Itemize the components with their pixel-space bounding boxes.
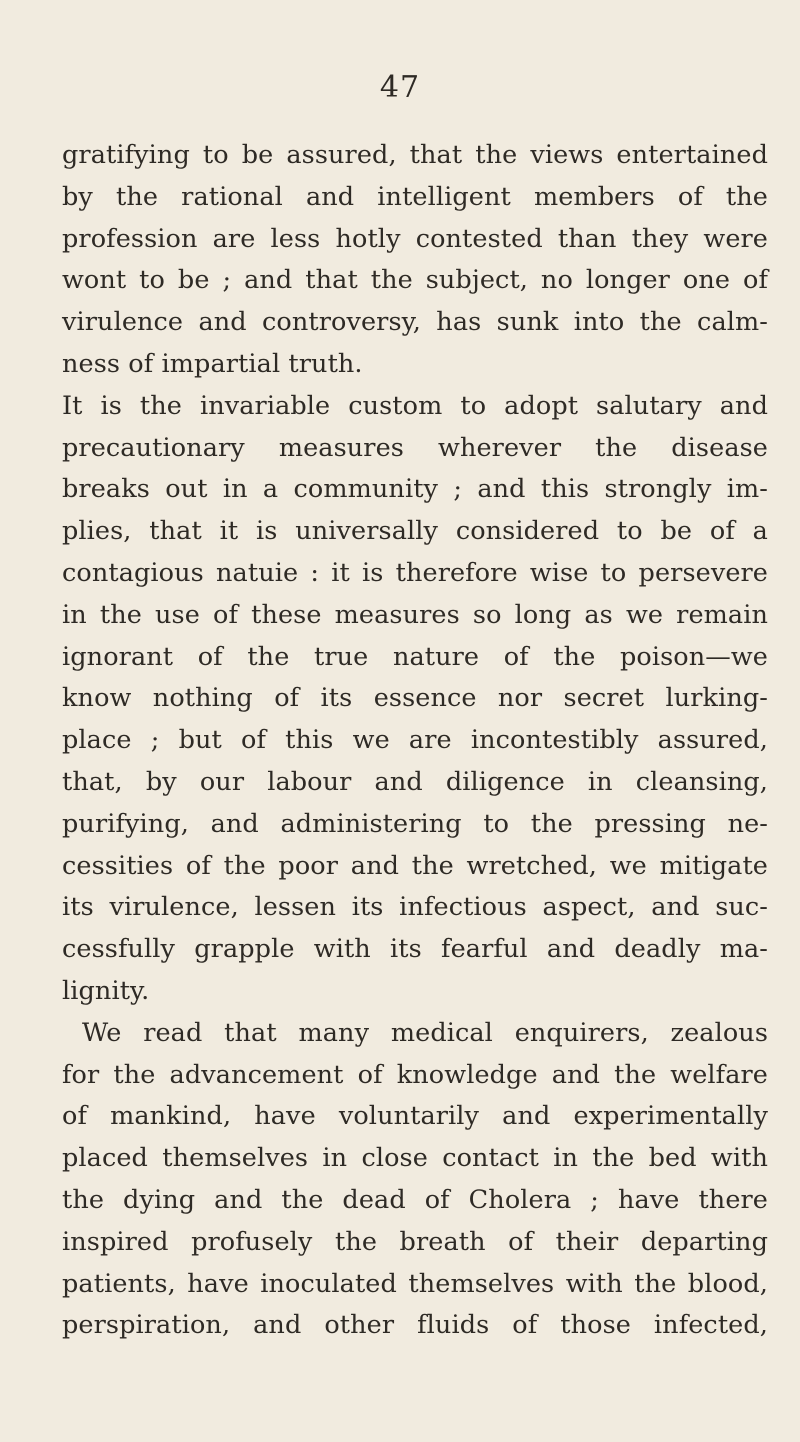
text-line: profession are less hotly contested than they were [62, 223, 768, 254]
text-line: cessfully grapple with its fearful and deadly ma- [62, 934, 768, 965]
text-line: wont to be ; and that the subject, no longer one of [62, 265, 768, 296]
body-text [62, 135, 768, 1347]
text-line: purifying, and administering to the pressing ne- [62, 808, 768, 839]
text-line: the dying and the dead of Cholera ; have there [62, 1184, 768, 1215]
text-line: cessities of the poor and the wretched, we mitigate [62, 850, 768, 881]
text-line: patients, have inoculated themselves with the blood, [62, 1268, 768, 1299]
text-line: placed themselves in close contact in the bed with [62, 1143, 768, 1174]
text-line: ignorant of the true nature of the poison—we [62, 641, 768, 672]
page-number: 47 [379, 70, 421, 105]
text-line: perspiration, and other fluids of those infected, [62, 1310, 768, 1341]
text-line: ness of impartial truth. [62, 348, 363, 379]
text-line: know nothing of its essence nor secret lurking- [62, 683, 768, 714]
paragraph-start-line: We read that many medical enquirers, zealous [82, 1017, 768, 1048]
text-line: place ; but of this we are incontestibly assured, [62, 725, 768, 756]
text-line: for the advancement of knowledge and the welfare [62, 1059, 768, 1090]
text-line: by the rational and intelligent members of the [62, 181, 768, 212]
text-line: in the use of these measures so long as we remain [62, 599, 768, 630]
text-line: its virulence, lessen its infectious aspect, and suc- [62, 892, 768, 923]
text-line: gratifying to be assured, that the views entertained [62, 140, 768, 170]
text-line: breaks out in a community ; and this strongly im- [62, 474, 768, 505]
text-line: precautionary measures wherever the disease [62, 432, 768, 463]
text-line: that, by our labour and diligence in cleansing, [62, 766, 768, 797]
paragraph-start-line: It is the invariable custom to adopt salutary and [62, 390, 768, 421]
text-line: lignity. [62, 975, 150, 1006]
text-line: contagious natuie : it is therefore wise to persevere [62, 557, 768, 588]
text-line: plies, that it is universally considered to be of a [62, 516, 768, 547]
text-line: of mankind, have voluntarily and experimentally [62, 1101, 768, 1132]
text-line: virulence and controversy, has sunk into the calm- [62, 307, 768, 338]
text-line: inspired profusely the breath of their departing [62, 1226, 768, 1257]
